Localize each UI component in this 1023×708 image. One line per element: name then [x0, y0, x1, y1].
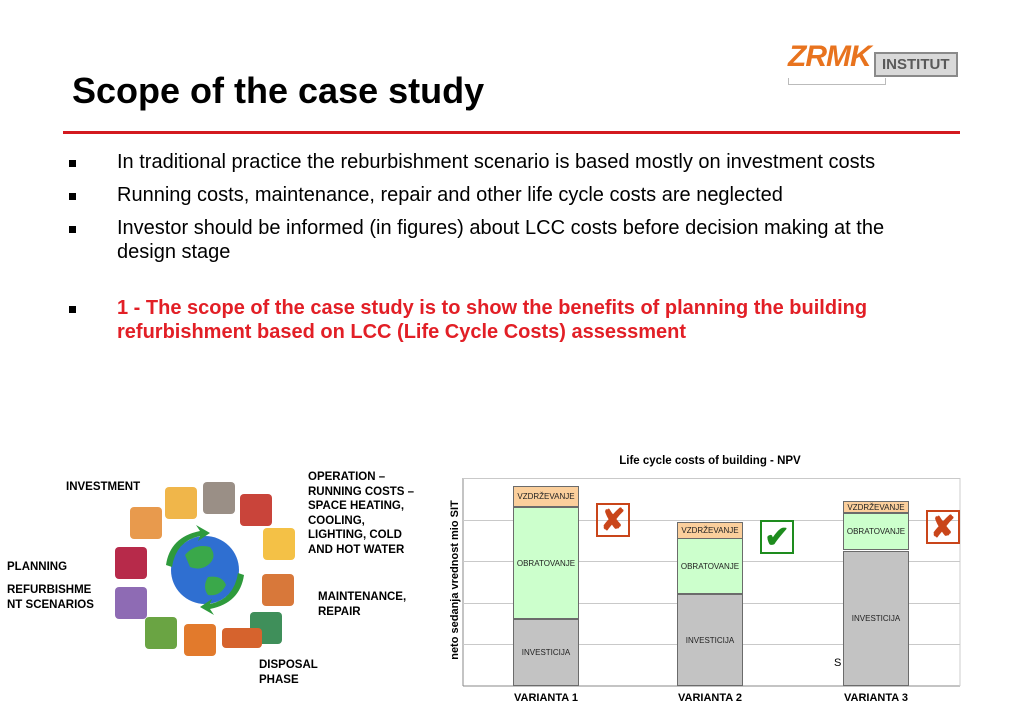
label-operation: OPERATION – RUNNING COSTS – SPACE HEATING, COOLING, LIGHTING, COLD AND HOT WATER: [308, 471, 415, 556]
logo-brand: ZRMK: [788, 40, 871, 73]
label-planning: PLANNING: [7, 561, 68, 573]
grid-line: [463, 478, 960, 479]
bar-segment-obratovanje: OBRATOVANJE: [843, 513, 909, 550]
highlight-bullet: 1 - The scope of the case study is to show the benefits of planning the building refurbishment based on LCC (Life Cycle Costs) assessment: [66, 296, 936, 344]
label-investment: INVESTMENT: [66, 481, 141, 493]
label-disposal: DISPOSAL PHASE: [259, 659, 318, 686]
reject-mark-varianta-1: ✘: [596, 503, 630, 537]
bullet-item: Running costs, maintenance, repair and other life cycle costs are neglected: [66, 183, 936, 207]
bar-segment-investicija: INVESTICIJA: [843, 551, 909, 686]
bar-segment-obratovanje: OBRATOVANJE: [677, 538, 743, 594]
x-tick-label: VARIANTA 2: [678, 692, 742, 704]
accept-mark-varianta-2: ✔: [760, 520, 794, 554]
chart-title: Life cycle costs of building - NPV: [619, 455, 801, 467]
bar-segment-investicija: INVESTICIJA: [677, 594, 743, 686]
bar-segment-vzdrzevanje: VZDRŽEVANJE: [513, 486, 579, 507]
x-tick-label: VARIANTA 3: [844, 692, 908, 704]
label-maintenance: MAINTENANCE, REPAIR: [318, 591, 407, 618]
bar-segment-vzdrzevanje: VZDRŽEVANJE: [677, 522, 743, 539]
bullet-item: In traditional practice the reburbishment scenario is based mostly on investment costs: [66, 150, 936, 174]
chart-annotation: S: [834, 657, 842, 669]
logo-badge: INSTITUT: [874, 52, 958, 77]
label-refurbishment: REFURBISHME NT SCENARIOS: [7, 584, 94, 611]
reject-mark-varianta-3: ✘: [926, 510, 960, 544]
x-tick-label: VARIANTA 1: [514, 692, 578, 704]
bar-segment-obratovanje: OBRATOVANJE: [513, 507, 579, 619]
bar-segment-vzdrzevanje: VZDRŽEVANJE: [843, 501, 909, 513]
chart-y-label: neto sedanja vrednost mio SIT: [449, 500, 461, 660]
bar-segment-investicija: INVESTICIJA: [513, 619, 579, 686]
page-title: Scope of the case study: [72, 70, 485, 111]
bullet-item: Investor should be informed (in figures) about LCC costs before decision making at the design stage: [66, 216, 936, 264]
